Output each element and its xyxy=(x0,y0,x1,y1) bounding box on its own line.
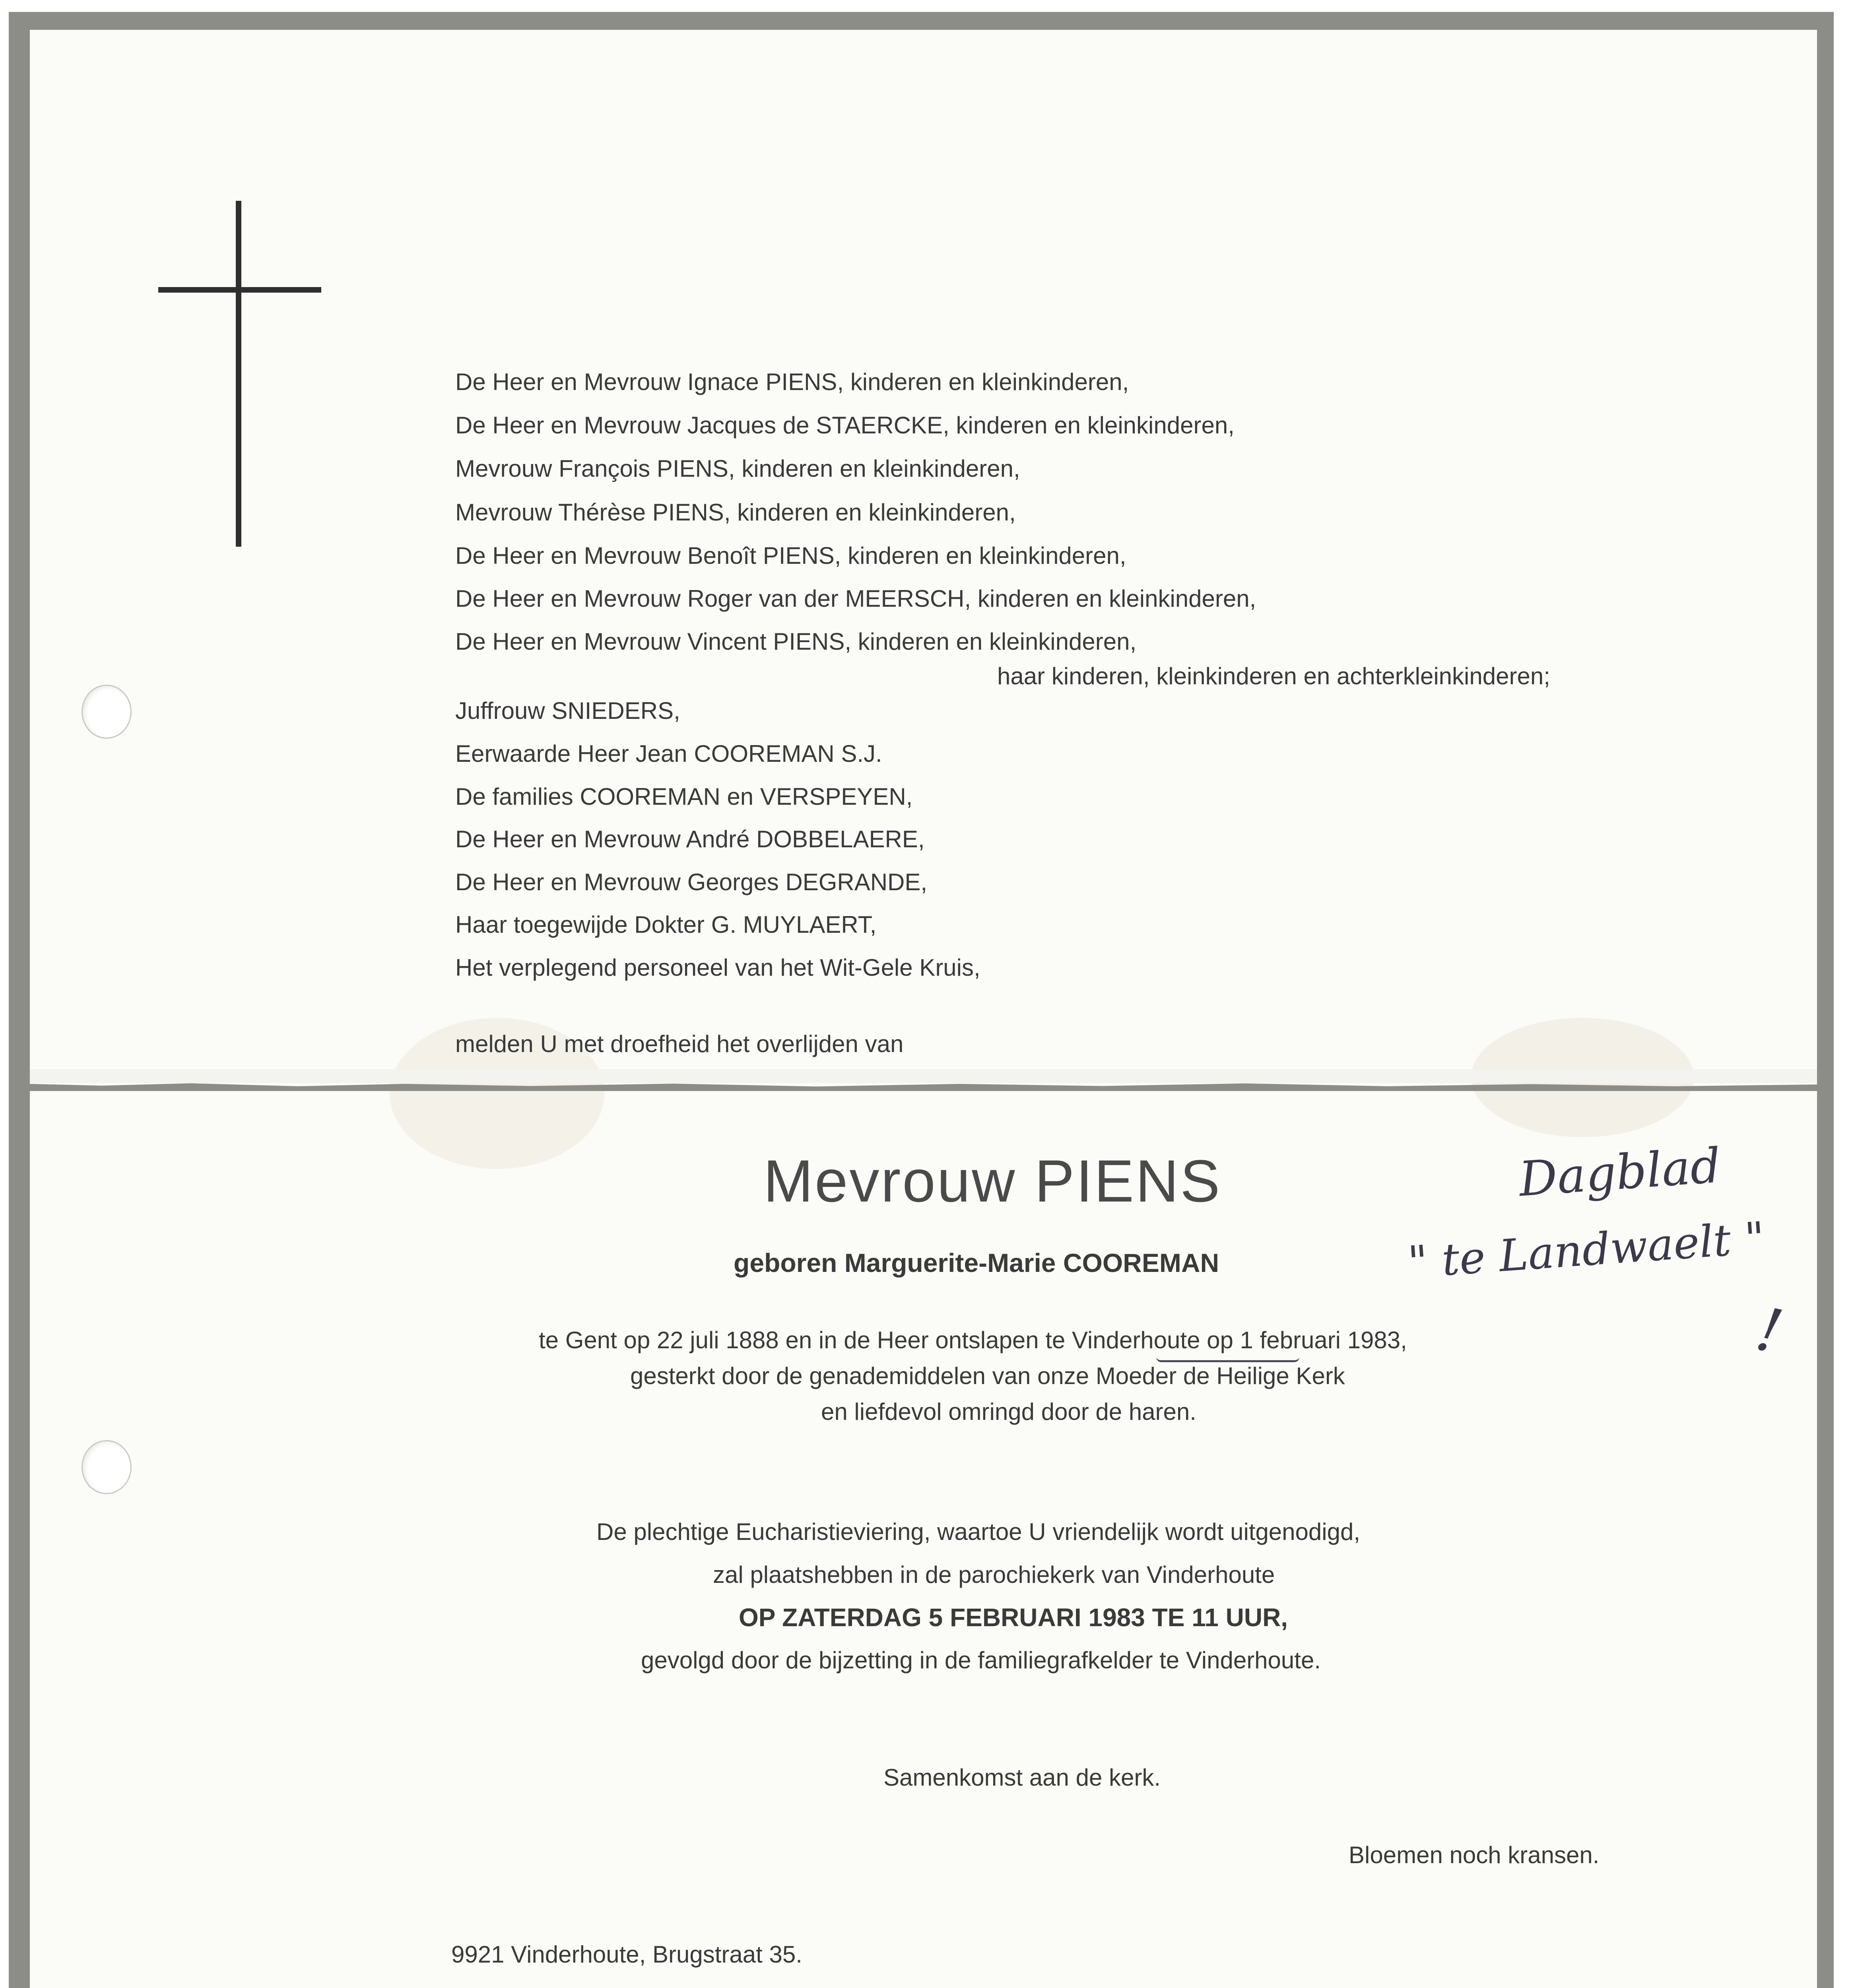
other-line: Het verplegend personeel van het Wit-Gele Kruis, xyxy=(455,954,980,981)
gathering-note: Samenkomst aan de kerk. xyxy=(883,1764,1161,1791)
other-line: Haar toegewijde Dokter G. MUYLAERT, xyxy=(455,911,877,938)
other-line: De Heer en Mevrouw André DOBBELAERE, xyxy=(455,826,925,852)
mourner-line: De Heer en Mevrouw Ignace PIENS, kinderen en kleinkinderen, xyxy=(455,369,1129,395)
handwritten-note-line1: Dagblad xyxy=(1517,1138,1723,1208)
other-line: Eerwaarde Heer Jean COOREMAN S.J. xyxy=(455,740,882,767)
service-line: De plechtige Eucharistieviering, waartoe U vriendelijk wordt uitgenodigd, xyxy=(596,1518,1361,1545)
family-summary: haar kinderen, kleinkinderen en achterkleinkinderen; xyxy=(997,663,1550,689)
fold-crease xyxy=(30,1070,1817,1083)
address: 9921 Vinderhoute, Brugstraat 35. xyxy=(451,1941,802,1968)
mourner-line: De Heer en Mevrouw Vincent PIENS, kinderen en kleinkinderen, xyxy=(455,628,1137,655)
punch-hole-bottom xyxy=(82,1440,132,1494)
other-line: Juffrouw SNIEDERS, xyxy=(455,697,680,724)
announcement-text: melden U met droefheid het overlijden van xyxy=(455,1031,904,1057)
mourner-line: De Heer en Mevrouw Roger van der MEERSCH, kinderen en kleinkinderen, xyxy=(455,585,1256,612)
punch-hole-top xyxy=(82,685,132,739)
paper-sheet xyxy=(30,30,1817,1988)
handwritten-note-mark: ! xyxy=(1750,1294,1788,1367)
handwritten-note-line2: " te Landwaelt " xyxy=(1406,1212,1767,1288)
mourner-line: De Heer en Mevrouw Benoît PIENS, kinderen en kleinkinderen, xyxy=(455,542,1126,569)
service-line: gevolgd door de bijzetting in de familiegrafkelder te Vinderhoute. xyxy=(641,1647,1321,1673)
mourner-line: De Heer en Mevrouw Jacques de STAERCKE, kinderen en kleinkinderen, xyxy=(455,412,1235,439)
detail-line: gesterkt door de genademiddelen van onze Moeder de Heilige Kerk xyxy=(630,1363,1345,1389)
mourner-line: Mevrouw François PIENS, kinderen en kleinkinderen, xyxy=(455,455,1020,482)
detail-line: te Gent op 22 juli 1888 en in de Heer ontslapen te Vinderhoute op 1 februari 1983, xyxy=(539,1327,1407,1353)
other-line: De families COOREMAN en VERSPEYEN, xyxy=(455,783,913,810)
other-line: De Heer en Mevrouw Georges DEGRANDE, xyxy=(455,869,928,895)
service-date: OP ZATERDAG 5 FEBRUARI 1983 TE 11 UUR, xyxy=(739,1603,1288,1632)
birth-name: geboren Marguerite-Marie COOREMAN xyxy=(734,1248,1219,1277)
flowers-note: Bloemen noch kransen. xyxy=(1349,1842,1600,1868)
mourner-line: Mevrouw Thérèse PIENS, kinderen en kleinkinderen, xyxy=(455,499,1016,526)
deceased-name: Mevrouw PIENS xyxy=(763,1147,1222,1214)
detail-line: en liefdevol omringd door de haren. xyxy=(821,1398,1196,1425)
service-line: zal plaatshebben in de parochiekerk van Vinderhoute xyxy=(713,1561,1275,1588)
